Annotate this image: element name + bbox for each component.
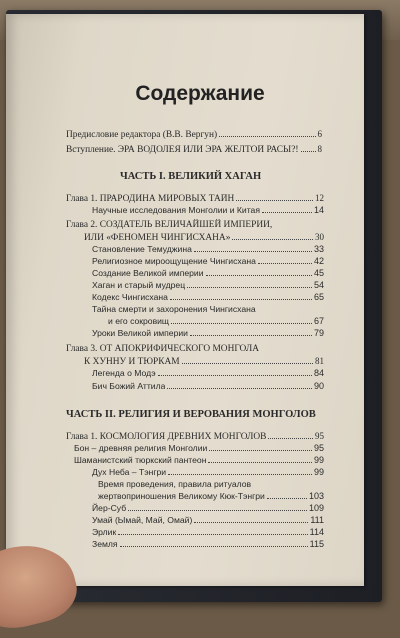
toc-entry: Умай (Ымай, Май, Омай) 111 [92, 515, 324, 525]
toc-entry: ИЛИ «ФЕНОМЕН ЧИНГИСХАНА» 30 [84, 232, 324, 243]
toc-entry: Шаманистский тюркский пантеон 99 [74, 455, 324, 465]
toc-entry: Кодекс Чингисхана 65 [92, 292, 324, 302]
toc-entry: и его сокровищ 67 [108, 316, 324, 326]
toc-entry: К ХУННУ И ТЮРКАМ 81 [84, 356, 324, 367]
toc-entry: Легенда о Модэ 84 [92, 368, 324, 378]
part-heading: ЧАСТЬ II. РЕЛИГИЯ И ВЕРОВАНИЯ МОНГОЛОВ [66, 409, 316, 420]
toc-entry: Дух Неба – Тэнгри 99 [92, 467, 324, 477]
toc-entry: жертвоприношения Великому Кюк-Тэнгри 103 [98, 491, 324, 501]
toc-entry: Вступление. ЭРА ВОДОЛЕЯ ИЛИ ЭРА ЖЕЛТОЙ РАСЫ?! 8 [66, 144, 322, 155]
toc-entry: Предисловие редактора (В.В. Вергун) 6 [66, 129, 322, 140]
toc-entry: Научные исследования Монголии и Китая 14 [92, 205, 324, 215]
contents-heading: Содержание [135, 82, 265, 105]
toc-entry: Бич Божий Аттила 90 [92, 381, 324, 391]
toc-entry: Религиозное мироощущение Чингисхана 42 [92, 256, 324, 266]
toc-entry: Уроки Великой империи 79 [92, 328, 324, 338]
toc-entry: Йер-Суб 109 [92, 503, 324, 513]
toc-entry: Глава 1. ПРАРОДИНА МИРОВЫХ ТАЙН 12 [66, 193, 324, 204]
toc-entry: Глава 1. КОСМОЛОГИЯ ДРЕВНИХ МОНГОЛОВ 95 [66, 431, 324, 442]
toc-entry: Тайна смерти и захоронения Чингисхана [92, 304, 256, 314]
toc-entry: Становление Темуджина 33 [92, 244, 324, 254]
toc-entry: Бон – древняя религия Монголии 95 [74, 443, 324, 453]
toc-entry: Глава 3. ОТ АПОКРИФИЧЕСКОГО МОНГОЛА [66, 344, 259, 354]
part-heading: ЧАСТЬ I. ВЕЛИКИЙ ХАГАН [120, 171, 262, 182]
toc-entry: Создание Великой империи 45 [92, 268, 324, 278]
toc-entry: Эрлик 114 [92, 527, 324, 537]
toc-entry: Хаган и старый мудрец 54 [92, 280, 324, 290]
toc-entry: Глава 2. СОЗДАТЕЛЬ ВЕЛИЧАЙШЕЙ ИМПЕРИИ, [66, 220, 273, 230]
toc-entry: Земля 115 [92, 539, 324, 549]
toc-entry: Время проведения, правила ритуалов [98, 479, 252, 489]
